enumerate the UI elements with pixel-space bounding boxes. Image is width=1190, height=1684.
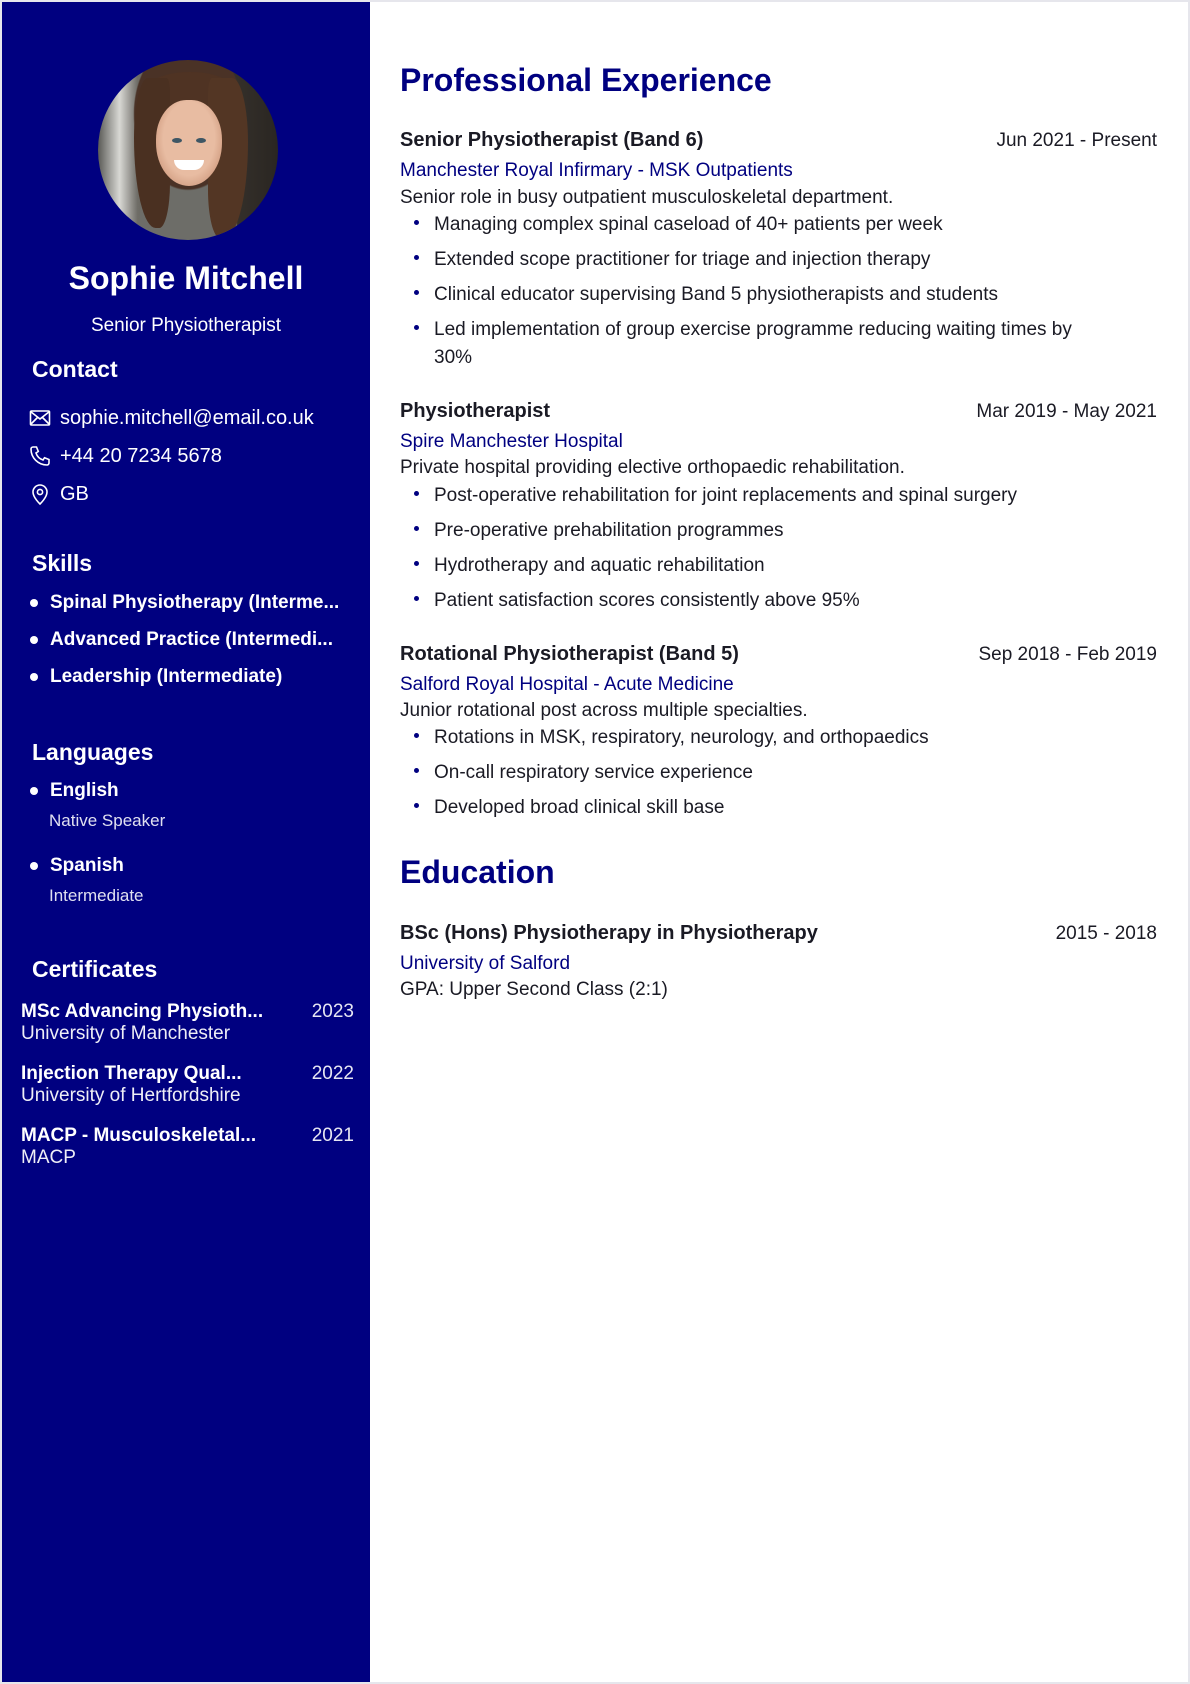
profile-title: Senior Physiotherapist — [90, 315, 282, 336]
map-pin-icon — [28, 482, 52, 506]
skill-label: Leadership (Intermediate) — [50, 666, 283, 687]
job-date: Jun 2021 - Present — [996, 130, 1157, 151]
contact-location — [28, 482, 89, 506]
job-bullet: Developed broad clinical skill base — [414, 794, 1074, 822]
education-note: GPA: Upper Second Class (2:1) — [400, 979, 668, 1000]
certificate-title: MSc Advancing Physioth... — [21, 1001, 264, 1022]
job-title: Senior Physiotherapist (Band 6) — [400, 129, 704, 151]
job-bullet: Clinical educator supervising Band 5 physiotherapists and students — [414, 281, 1074, 309]
education-institution: University of Salford — [400, 953, 571, 974]
education-degree: BSc (Hons) Physiotherapy in Physiotherapy — [400, 922, 818, 944]
job-title: Rotational Physiotherapist (Band 5) — [400, 643, 739, 665]
language-item — [30, 855, 124, 877]
certificate-title: MACP - Musculoskeletal... — [21, 1125, 257, 1146]
profile-photo — [98, 60, 278, 240]
language-name: English — [50, 780, 119, 801]
job-bullet: Hydrotherapy and aquatic rehabilitation — [414, 552, 1074, 580]
job-description: Senior role in busy outpatient musculoskeletal department. — [400, 187, 894, 208]
certificate-year: 2022 — [311, 1063, 354, 1084]
photo-eye — [196, 138, 206, 143]
contact-heading: Contact — [32, 356, 118, 382]
job-bullet: Pre-operative prehabilitation programmes — [414, 517, 1074, 545]
job-bullet: Post-operative rehabilitation for joint replacements and spinal surgery — [414, 482, 1074, 510]
education-date: 2015 - 2018 — [1055, 923, 1157, 944]
language-level: Intermediate — [49, 886, 144, 905]
experience-heading: Professional Experience — [400, 62, 772, 98]
skill-label: Spinal Physiotherapy (Interme... — [50, 592, 340, 613]
certificate-issuer: University of Hertfordshire — [21, 1085, 241, 1106]
job-bullet: Extended scope practitioner for triage and injection therapy — [414, 246, 1074, 274]
email-text: sophie.mitchell@email.co.uk — [60, 406, 314, 429]
certificate-year: 2023 — [311, 1001, 354, 1022]
contact-email[interactable] — [28, 406, 314, 430]
language-name: Spanish — [50, 855, 124, 876]
job-bullet: Rotations in MSK, respiratory, neurology, and orthopaedics — [414, 724, 1074, 752]
certificate-issuer: University of Manchester — [21, 1023, 231, 1044]
job-company: Manchester Royal Infirmary - MSK Outpatients — [400, 160, 793, 181]
bullet-dot — [30, 787, 38, 795]
contact-phone[interactable] — [28, 444, 222, 468]
job-company: Spire Manchester Hospital — [400, 431, 623, 452]
bullet-dot — [30, 862, 38, 870]
language-level: Native Speaker — [49, 811, 166, 830]
job-description: Junior rotational post across multiple specialties. — [400, 700, 808, 721]
phone-text: +44 20 7234 5678 — [60, 444, 222, 467]
certificate-title: Injection Therapy Qual... — [21, 1063, 242, 1084]
bullet-dot — [30, 673, 38, 681]
certificate-issuer: MACP — [21, 1147, 76, 1168]
profile-name: Sophie Mitchell — [68, 260, 304, 296]
job-bullet: Patient satisfaction scores consistently above 95% — [414, 587, 1074, 615]
skill-label: Advanced Practice (Intermedi... — [50, 629, 333, 650]
skills-heading: Skills — [32, 550, 93, 576]
certificate-year: 2021 — [311, 1125, 354, 1146]
languages-heading: Languages — [32, 739, 154, 765]
job-bullet: Managing complex spinal caseload of 40+ patients per week — [414, 211, 1074, 239]
education-heading: Education — [400, 854, 555, 890]
job-description: Private hospital providing elective orthopaedic rehabilitation. — [400, 457, 905, 478]
sidebar — [2, 2, 370, 1682]
job-bullet: Led implementation of group exercise programme reducing waiting times by 30% — [414, 316, 1074, 372]
skill-item — [30, 629, 333, 651]
location-text: GB — [60, 482, 89, 505]
job-date: Sep 2018 - Feb 2019 — [978, 644, 1157, 665]
skill-item — [30, 666, 282, 688]
envelope-icon — [28, 406, 52, 430]
bullet-dot — [30, 599, 38, 607]
photo-eye — [172, 138, 182, 143]
photo-face — [156, 100, 222, 186]
certificates-heading: Certificates — [32, 956, 158, 982]
bullet-dot — [30, 636, 38, 644]
skill-item — [30, 592, 339, 614]
language-item — [30, 780, 119, 802]
job-title: Physiotherapist — [400, 400, 551, 422]
job-date: Mar 2019 - May 2021 — [976, 401, 1157, 422]
job-company: Salford Royal Hospital - Acute Medicine — [400, 674, 734, 695]
job-bullet: On-call respiratory service experience — [414, 759, 1074, 787]
phone-icon — [28, 444, 52, 468]
